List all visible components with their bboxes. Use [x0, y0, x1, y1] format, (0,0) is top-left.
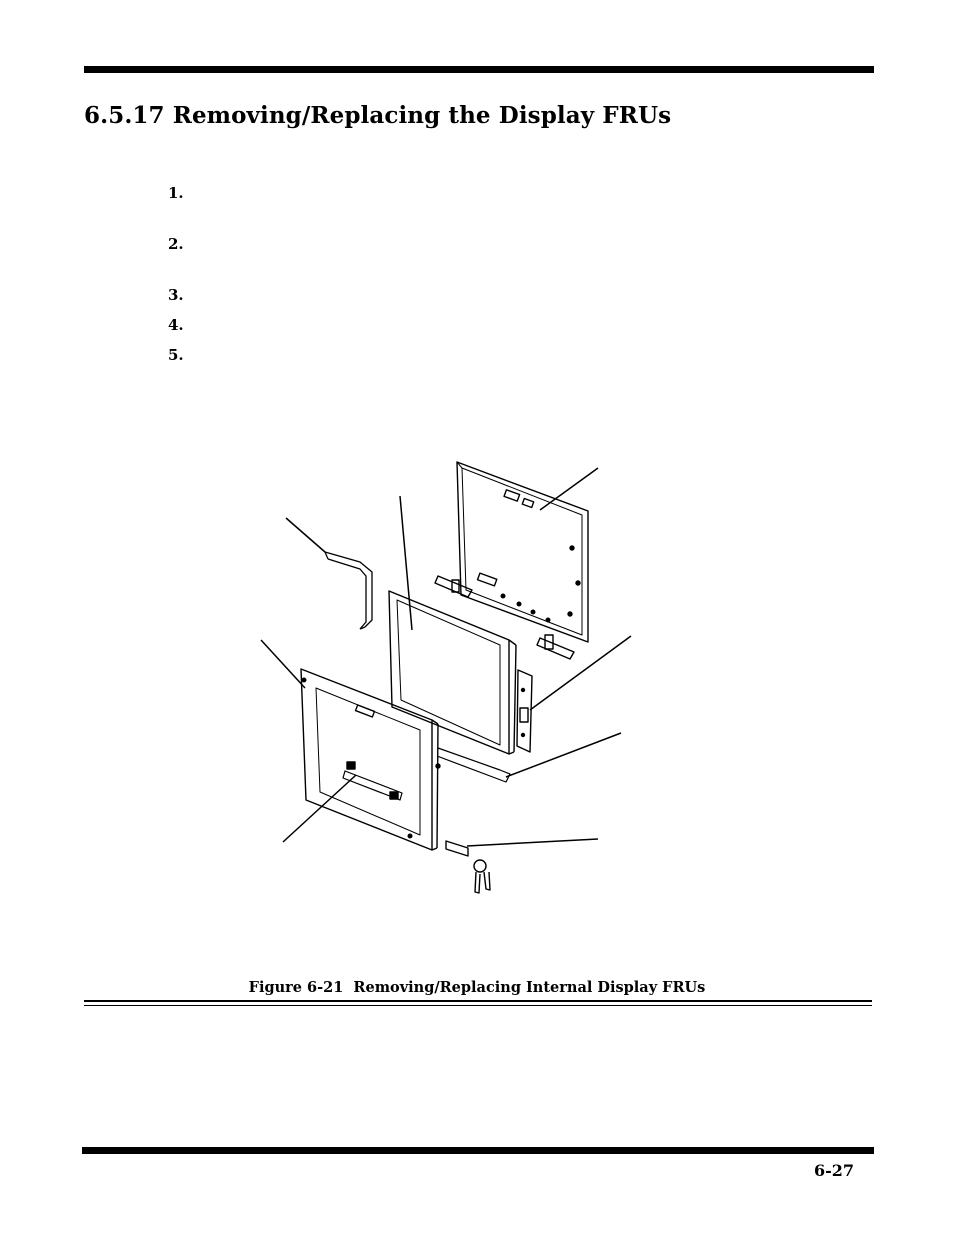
- page-number: 6-27: [813, 1161, 854, 1180]
- inverter-cable: [437, 748, 510, 782]
- caption-rule-upper: [84, 1000, 872, 1002]
- hinge-bracket-right: [537, 635, 574, 659]
- header-rule: [84, 66, 874, 73]
- display-fru-exploded-diagram: [200, 440, 680, 920]
- step-number-3: 3.: [168, 286, 184, 304]
- footer-rule: [82, 1147, 874, 1154]
- step-number-5: 5.: [168, 346, 184, 364]
- lcd-panel: [389, 591, 516, 754]
- step-number-4: 4.: [168, 316, 184, 334]
- inverter-board: [517, 670, 532, 752]
- hinge-bracket-left: [435, 576, 472, 597]
- figure-caption: Figure 6-21 Removing/Replacing Internal Display FRUs: [248, 979, 706, 996]
- callout-lines: [261, 468, 631, 846]
- front-bezel: [301, 669, 440, 850]
- lcd-flex-cable: [325, 552, 372, 629]
- section-title: 6.5.17 Removing/Replacing the Display FRUs: [84, 102, 672, 129]
- caption-rule-lower: [84, 1005, 872, 1006]
- step-number-1: 1.: [168, 184, 184, 202]
- step-number-2: 2.: [168, 235, 184, 253]
- connector-cable: [446, 841, 490, 893]
